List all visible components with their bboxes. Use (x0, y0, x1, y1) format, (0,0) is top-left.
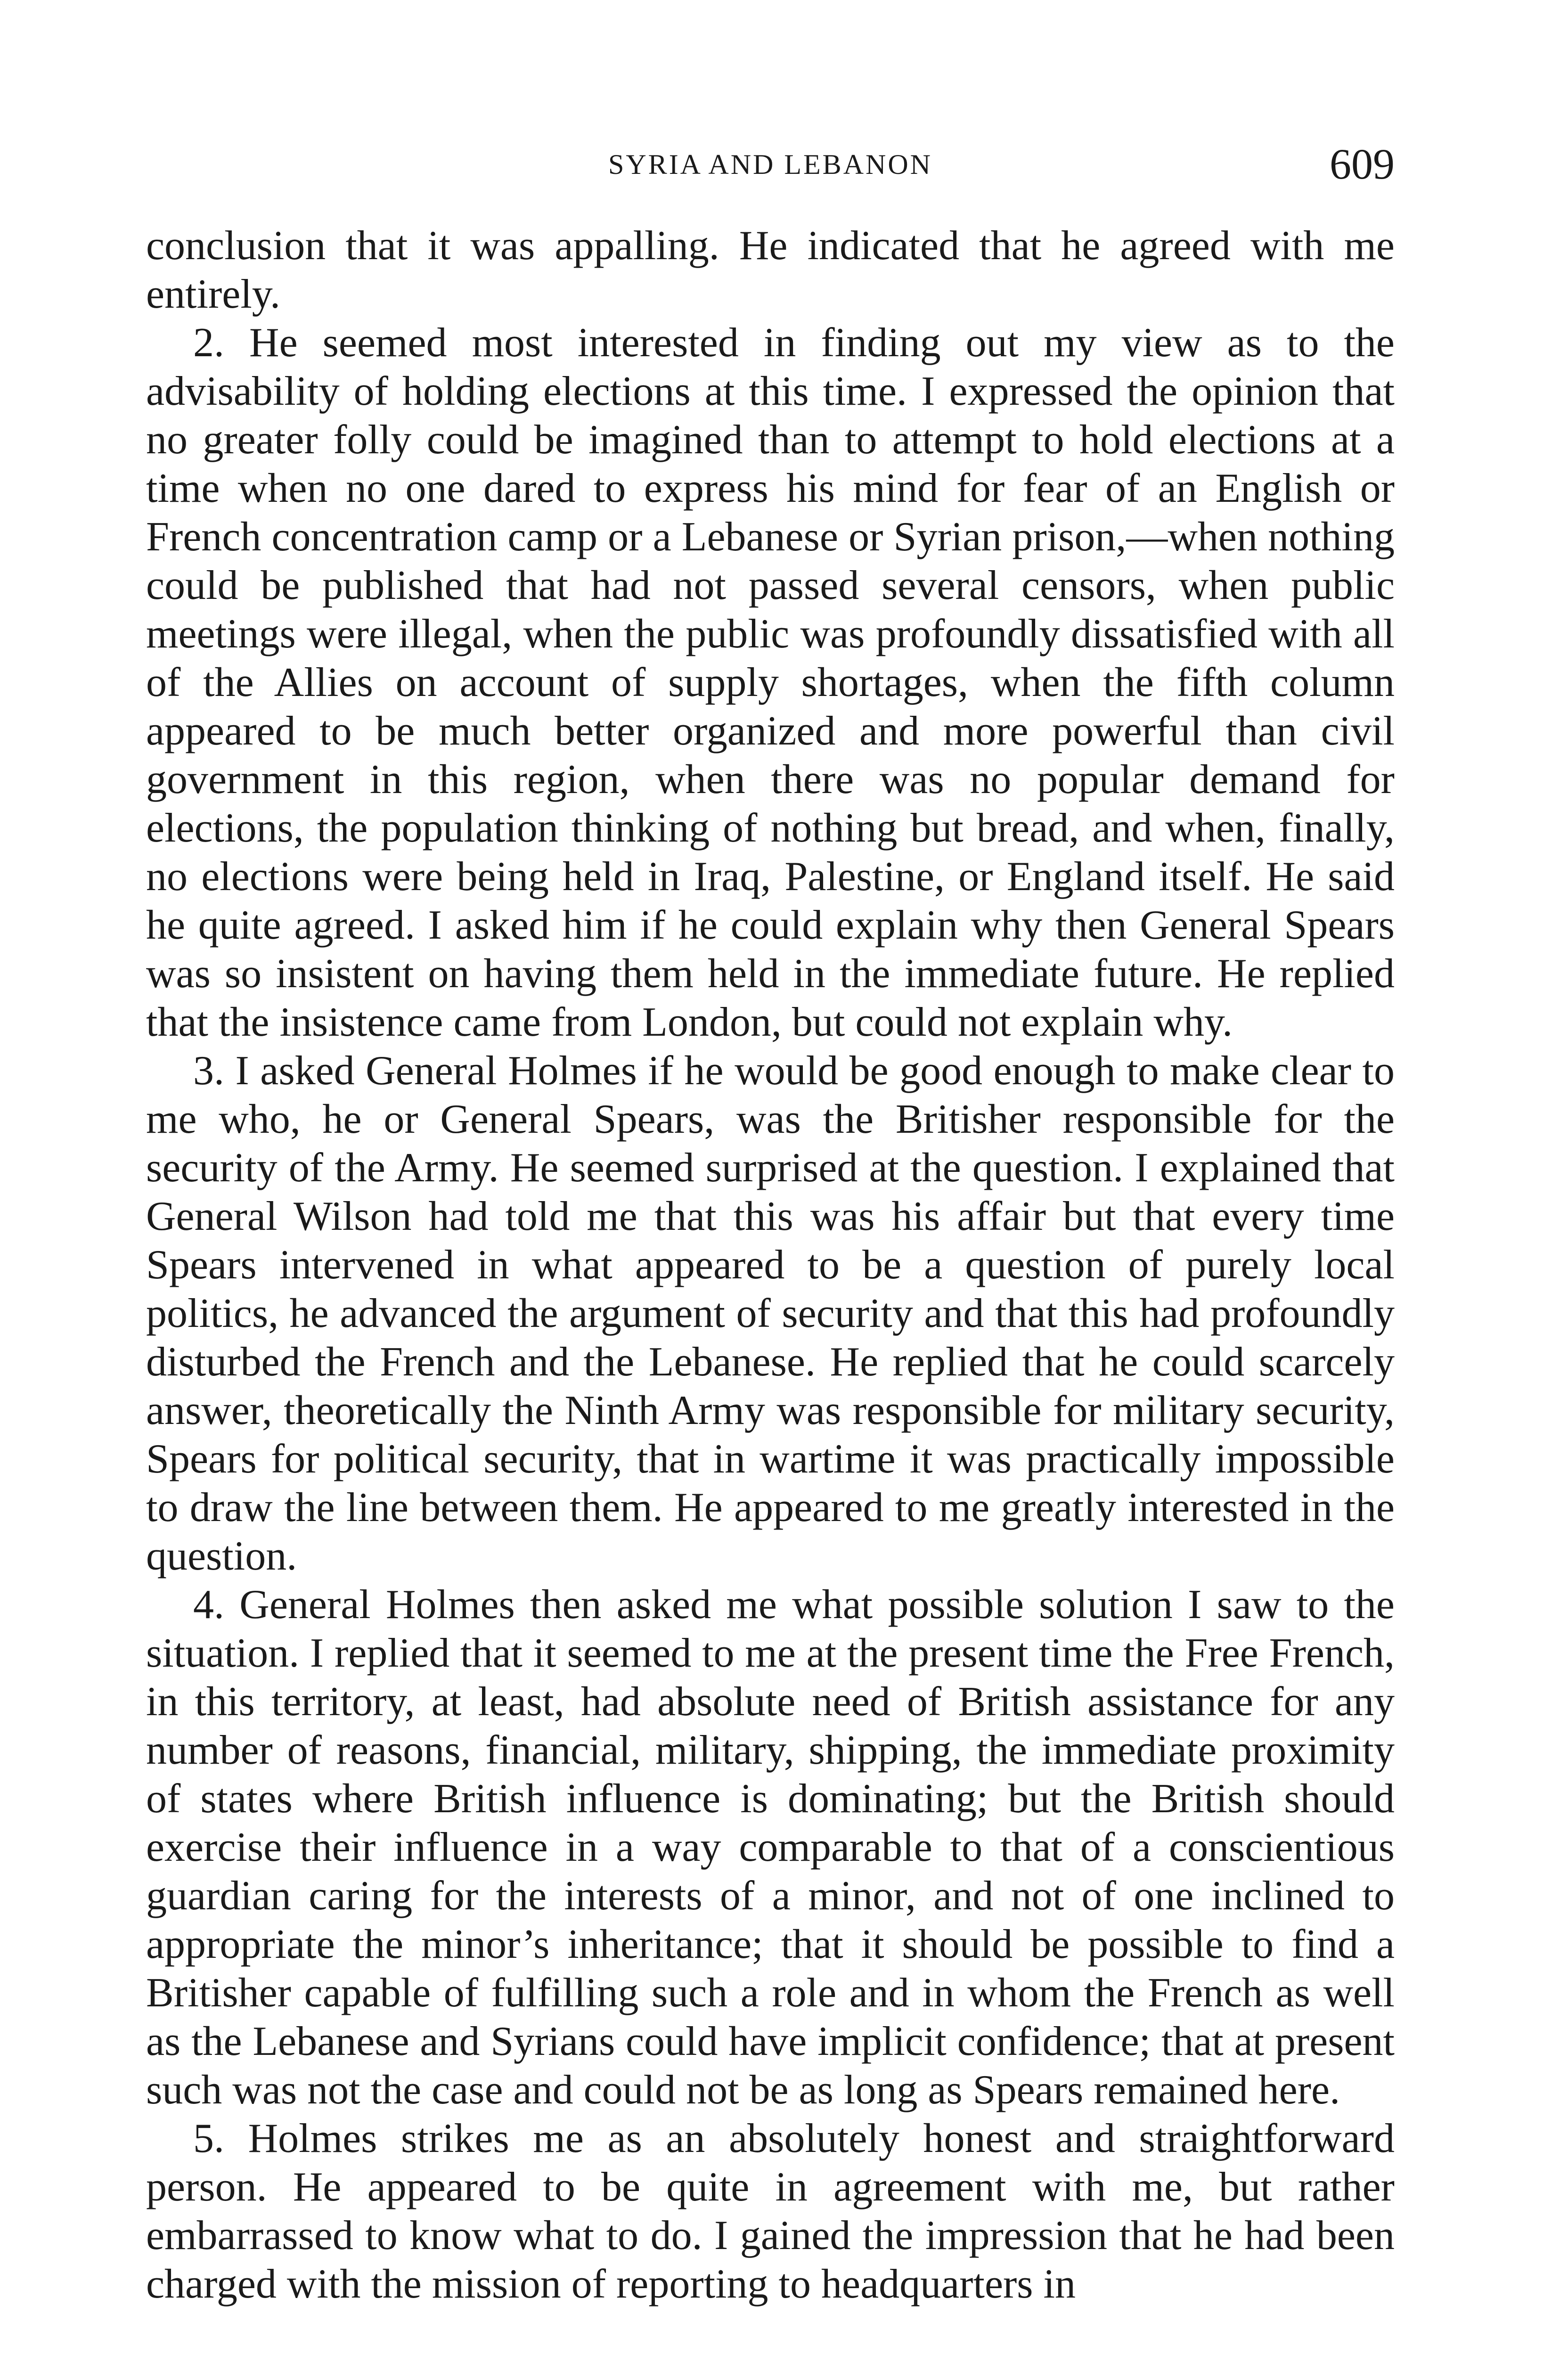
running-title: SYRIA AND LEBANON (608, 149, 933, 180)
paragraph-5: 5. Holmes strikes me as an absolutely honest and straightforward person. He appeared to be quite in agreement with me, but rather embarrassed to know what to do. I gained the impression that he had been charged with the mission of reporting to headquarters in (146, 2116, 1395, 2307)
body-text (146, 221, 1395, 2308)
paragraph-4: 4. General Holmes then asked me what possible solution I saw to the situation. I replied that it seemed to me at the present time the Free French, in this territory, at least, had absolute need of British assistance for any number of reasons, financial, military, shipping, the immediate proximity of states where British influence is dominating; but the British should exercise their influence in a way comparable to that of a conscientious guardian caring for the interests of a minor, and not of one inclined to appropriate the minor’s inheritance; that it should be possible to find a Britisher capable of fulfilling such a role and in whom the French as well as the Lebanese and Syrians could have implicit confidence; that at present such was not the case and could not be as long as Spears remained here. (146, 1582, 1395, 2113)
page-number: 609 (1330, 140, 1395, 188)
paragraph-continuation: conclusion that it was appalling. He indicated that he agreed with me entirely. (146, 223, 1395, 317)
paragraph-2: 2. He seemed most interested in finding out my view as to the advisability of holding elections at this time. I expressed the opinion that no greater folly could be imagined than to attempt to hold elections at a time when no one dared to express his mind for fear of an English or French concentration camp or a Lebanese or Syrian prison,—when nothing could be published that had not passed several censors, when public meetings were illegal, when the public was profoundly dissatisfied with all of the Allies on account of supply shortages, when the fifth column appeared to be much better organized and more powerful than civil government in this region, when there was no popular demand for elections, the population thinking of nothing but bread, and when, finally, no elections were being held in Iraq, Palestine, or England itself. He said he quite agreed. I asked him if he could explain why then General Spears was so insistent on having them held in the immediate future. He replied that the insistence came from London, but could not explain why. (146, 320, 1395, 1045)
paragraph-3: 3. I asked General Holmes if he would be good enough to make clear to me who, he or General Spears, was the Britisher responsible for the security of the Army. He seemed surprised at the question. I explained that General Wilson had told me that this was his affair but that every time Spears intervened in what appeared to be a question of purely local politics, he advanced the argument of security and that this had profoundly disturbed the French and the Lebanese. He replied that he could scarcely answer, theoretically the Ninth Army was responsible for military security, Spears for political security, that in wartime it was practically impossible to draw the line between them. He appeared to me greatly interested in the question. (146, 1048, 1395, 1579)
running-header (146, 139, 1395, 196)
